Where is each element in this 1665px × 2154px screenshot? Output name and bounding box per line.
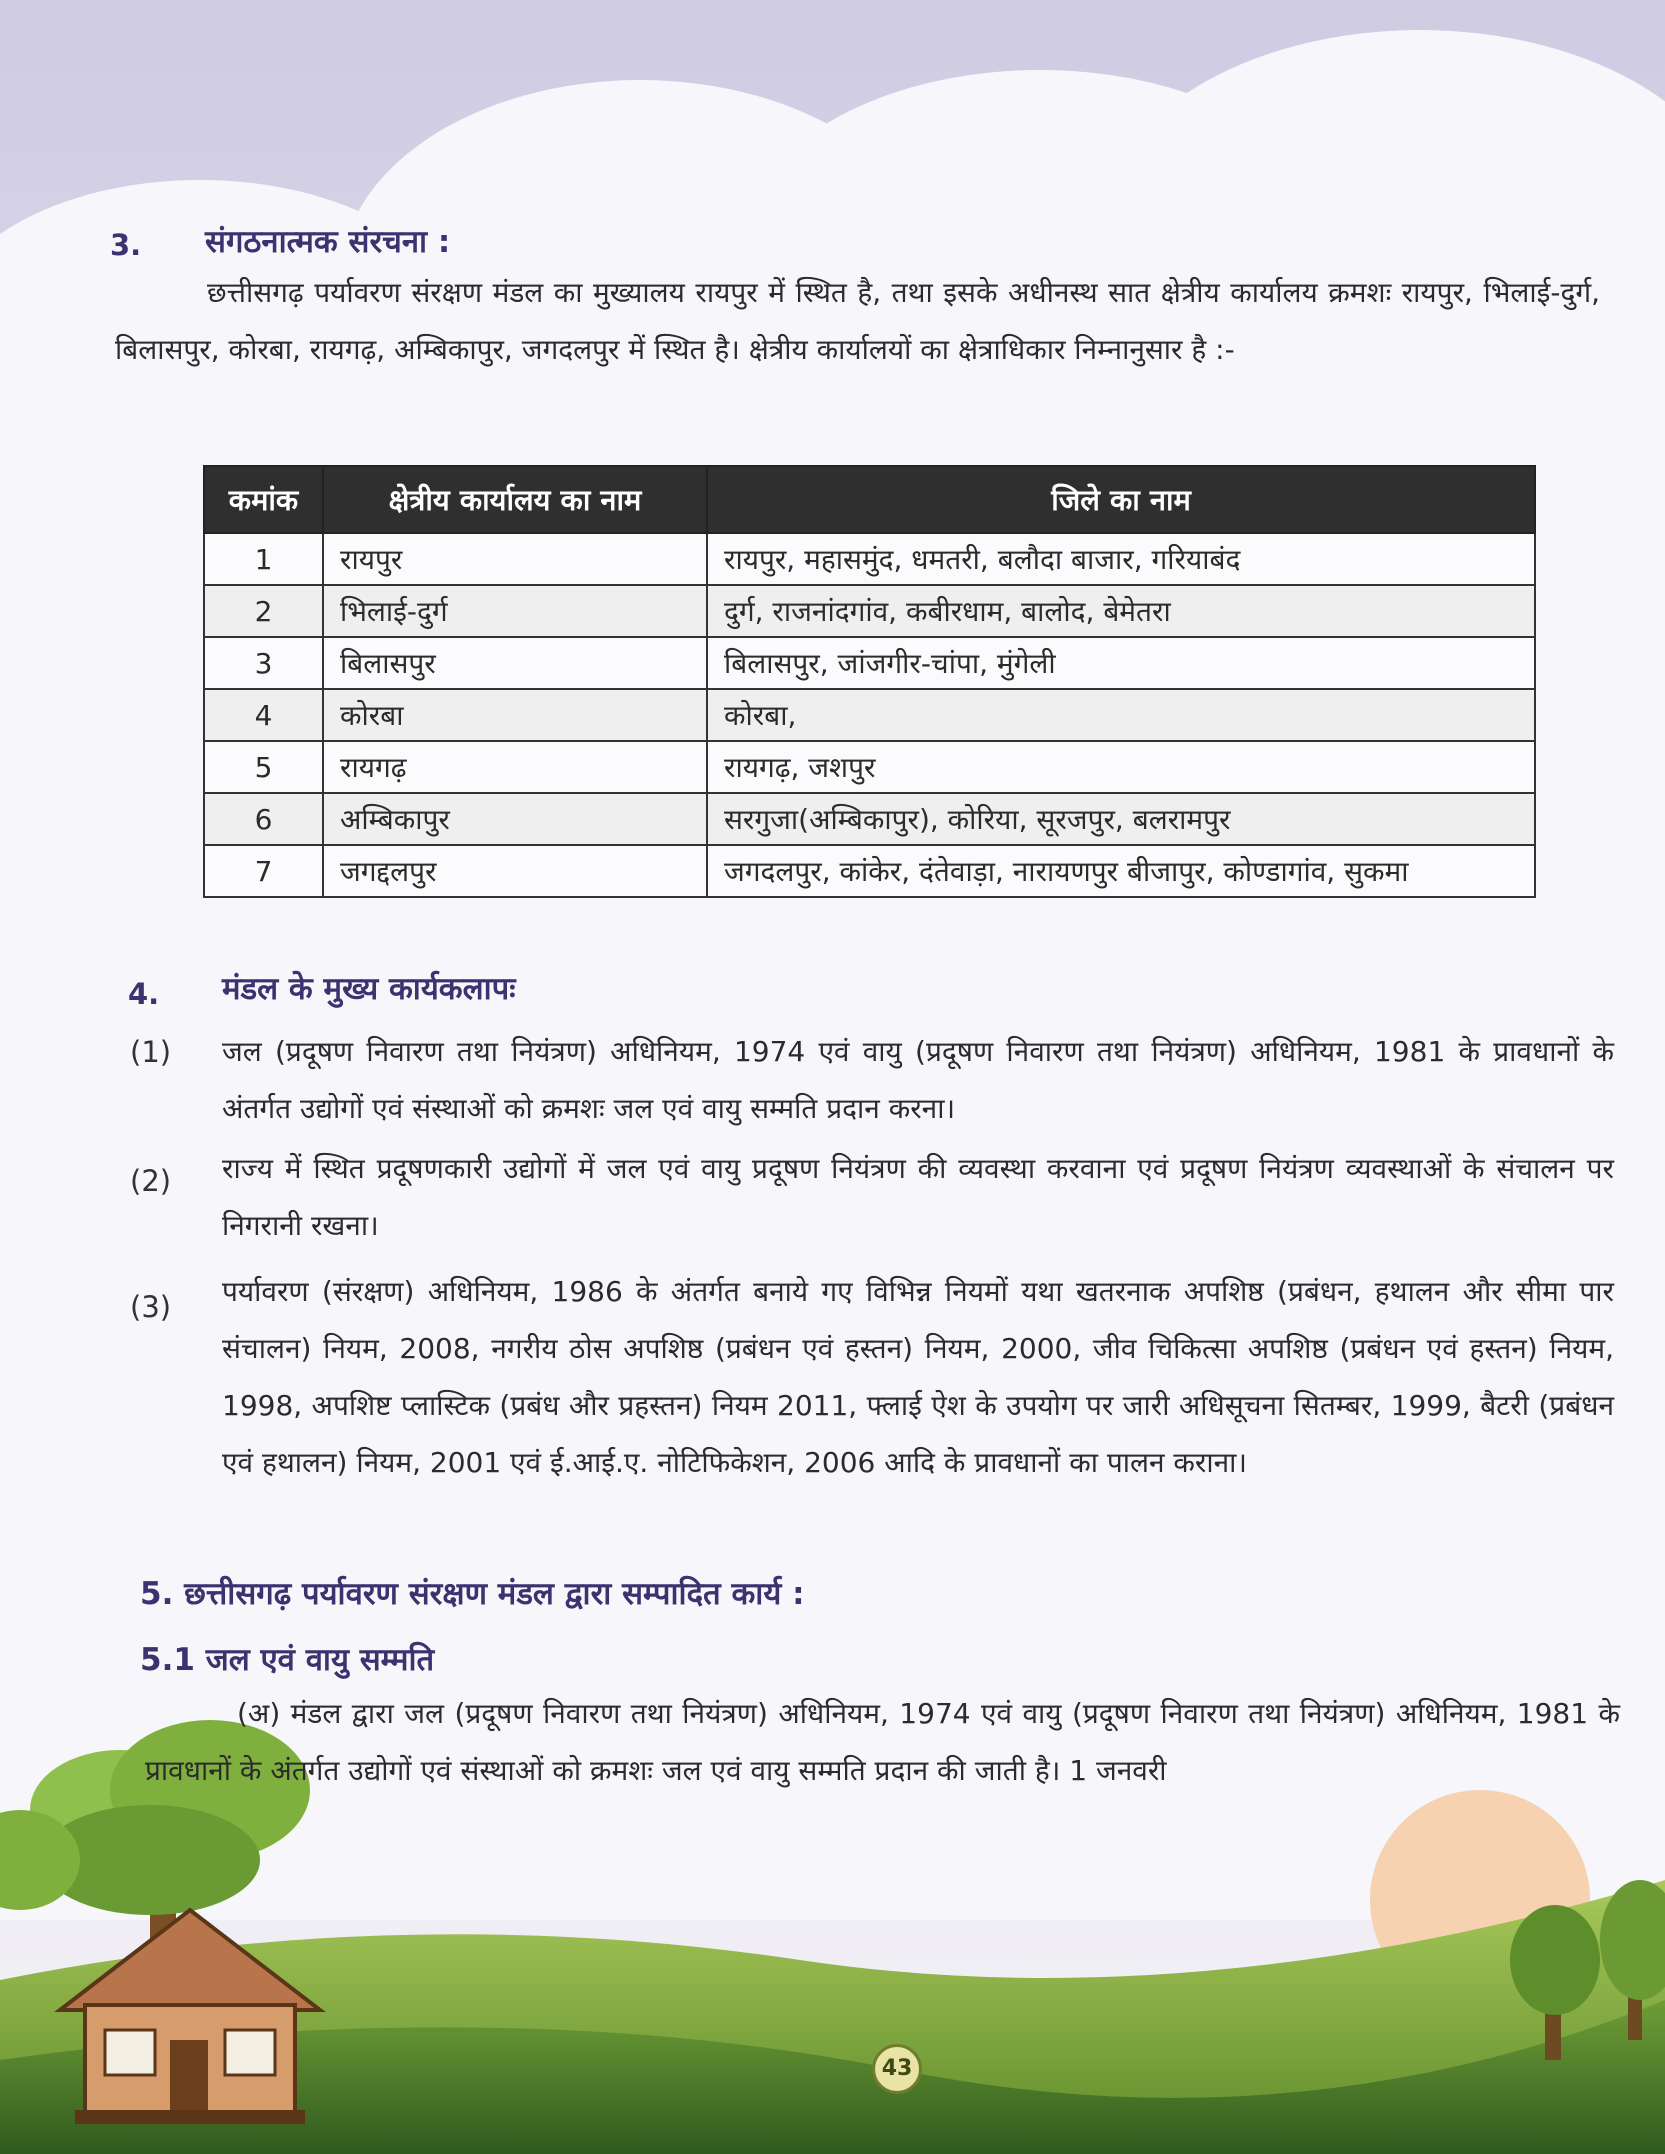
table-row	[204, 741, 1535, 793]
regional-offices-table	[203, 465, 1536, 898]
item-3-number: (3)	[130, 1290, 172, 1324]
cell-serial: 1	[204, 533, 323, 585]
cell-serial: 6	[204, 793, 323, 845]
cell-serial: 2	[204, 585, 323, 637]
table-row	[204, 533, 1535, 585]
item-3-text: पर्यावरण (संरक्षण) अधिनियम, 1986 के अंतर्गत बनाये गए विभिन्न नियमों यथा खतरनाक अपशिष्ठ (प्रबंधन, हथालन और सीमा पार संचालन) नियम, 2008, नगरीय ठोस अपशिष्ठ (प्रबंधन एवं हस्तन) नियम, 2000, जीव चिकित्सा अपशिष्ठ (प्रबंधन एवं हस्तन) नियम, 1998, अपशिष्ट प्लास्टिक (प्रबंध और प्रहस्तन) नियम 2011, फ्लाई ऐश के उपयोग पर जारी अधिसूचना सितम्बर, 1999, बैटरी (प्रबंधन एवं हथालन) नियम, 2001 एवं ई.आई.ए. नोटिफिकेशन, 2006 आदि के प्रावधानों का पालन कराना।	[222, 1275, 1614, 1479]
cell-serial: 4	[204, 689, 323, 741]
item-1-number: (1)	[130, 1035, 172, 1069]
cell-serial: 3	[204, 637, 323, 689]
cell-office: रायगढ़	[323, 741, 707, 793]
table-row	[204, 845, 1535, 897]
section-5-1-title: 5.1 जल एवं वायु सम्मति	[140, 1642, 435, 1678]
cell-serial: 7	[204, 845, 323, 897]
section-4-title: मंडल के मुख्य कार्यकलापः	[222, 971, 516, 1007]
table-row	[204, 585, 1535, 637]
cell-districts: कोरबा,	[707, 689, 1535, 741]
item-1-text: जल (प्रदूषण निवारण तथा नियंत्रण) अधिनियम, 1974 एवं वायु (प्रदूषण निवारण तथा नियंत्रण) अधिनियम, 1981 के प्रावधानों के अंतर्गत उद्योगों एवं संस्थाओं को क्रमशः जल एवं वायु सम्मति प्रदान करना।	[222, 1035, 1614, 1125]
item-2-text: राज्य में स्थित प्रदूषणकारी उद्योगों में जल एवं वायु प्रदूषण नियंत्रण की व्यवस्था करवाना एवं प्रदूषण नियंत्रण व्यवस्थाओं के संचालन पर निगरानी रखना।	[222, 1152, 1614, 1242]
table-row	[204, 793, 1535, 845]
cell-districts: रायगढ़, जशपुर	[707, 741, 1535, 793]
cell-districts: रायपुर, महासमुंद, धमतरी, बलौदा बाजार, गरियाबंद	[707, 533, 1535, 585]
section-5-1-paragraph: (अ) मंडल द्वारा जल (प्रदूषण निवारण तथा नियंत्रण) अधिनियम, 1974 एवं वायु (प्रदूषण निवारण तथा नियंत्रण) अधिनियम, 1981 के प्रावधानों के अंतर्गत उद्योगों एवं संस्थाओं को क्रमशः जल एवं वायु सम्मति प्रदान की जाती है। 1 जनवरी	[145, 1697, 1620, 1787]
section-3-title: संगठनात्मक संरचना :	[205, 224, 451, 260]
cell-serial: 5	[204, 741, 323, 793]
section-4-number: 4.	[128, 977, 160, 1011]
cell-districts: जगदलपुर, कांकेर, दंतेवाड़ा, नारायणपुर बीजापुर, कोण्डागांव, सुकमा	[707, 845, 1535, 897]
section-3-paragraph: छत्तीसगढ़ पर्यावरण संरक्षण मंडल का मुख्यालय रायपुर में स्थित है, तथा इसके अधीनस्थ सात क्षेत्रीय कार्यालय क्रमशः रायपुर, भिलाई-दुर्ग, बिलासपुर, कोरबा, रायगढ़, अम्बिकापुर, जगदलपुर में स्थित है। क्षेत्रीय कार्यालयों का क्षेत्राधिकार निम्नानुसार है :-	[115, 276, 1600, 366]
cell-office: जगद्दलपुर	[323, 845, 707, 897]
cell-office: भिलाई-दुर्ग	[323, 585, 707, 637]
cell-office: अम्बिकापुर	[323, 793, 707, 845]
cell-office: बिलासपुर	[323, 637, 707, 689]
section-3-number: 3.	[110, 228, 142, 262]
header-serial: कमांक	[204, 466, 323, 533]
table-row	[204, 637, 1535, 689]
cell-office: रायपुर	[323, 533, 707, 585]
page-number: 43	[872, 2044, 922, 2094]
header-office-name: क्षेत्रीय कार्यालय का नाम	[323, 466, 707, 533]
table-row	[204, 689, 1535, 741]
cell-office: कोरबा	[323, 689, 707, 741]
section-5-title: 5. छत्तीसगढ़ पर्यावरण संरक्षण मंडल द्वारा सम्पादित कार्य :	[140, 1576, 805, 1612]
cell-districts: दुर्ग, राजनांदगांव, कबीरधाम, बालोद, बेमेतरा	[707, 585, 1535, 637]
table-header-row	[204, 466, 1535, 533]
cell-districts: बिलासपुर, जांजगीर-चांपा, मुंगेली	[707, 637, 1535, 689]
header-district-names: जिले का नाम	[707, 466, 1535, 533]
cell-districts: सरगुजा(अम्बिकापुर), कोरिया, सूरजपुर, बलरामपुर	[707, 793, 1535, 845]
item-2-number: (2)	[130, 1164, 172, 1198]
